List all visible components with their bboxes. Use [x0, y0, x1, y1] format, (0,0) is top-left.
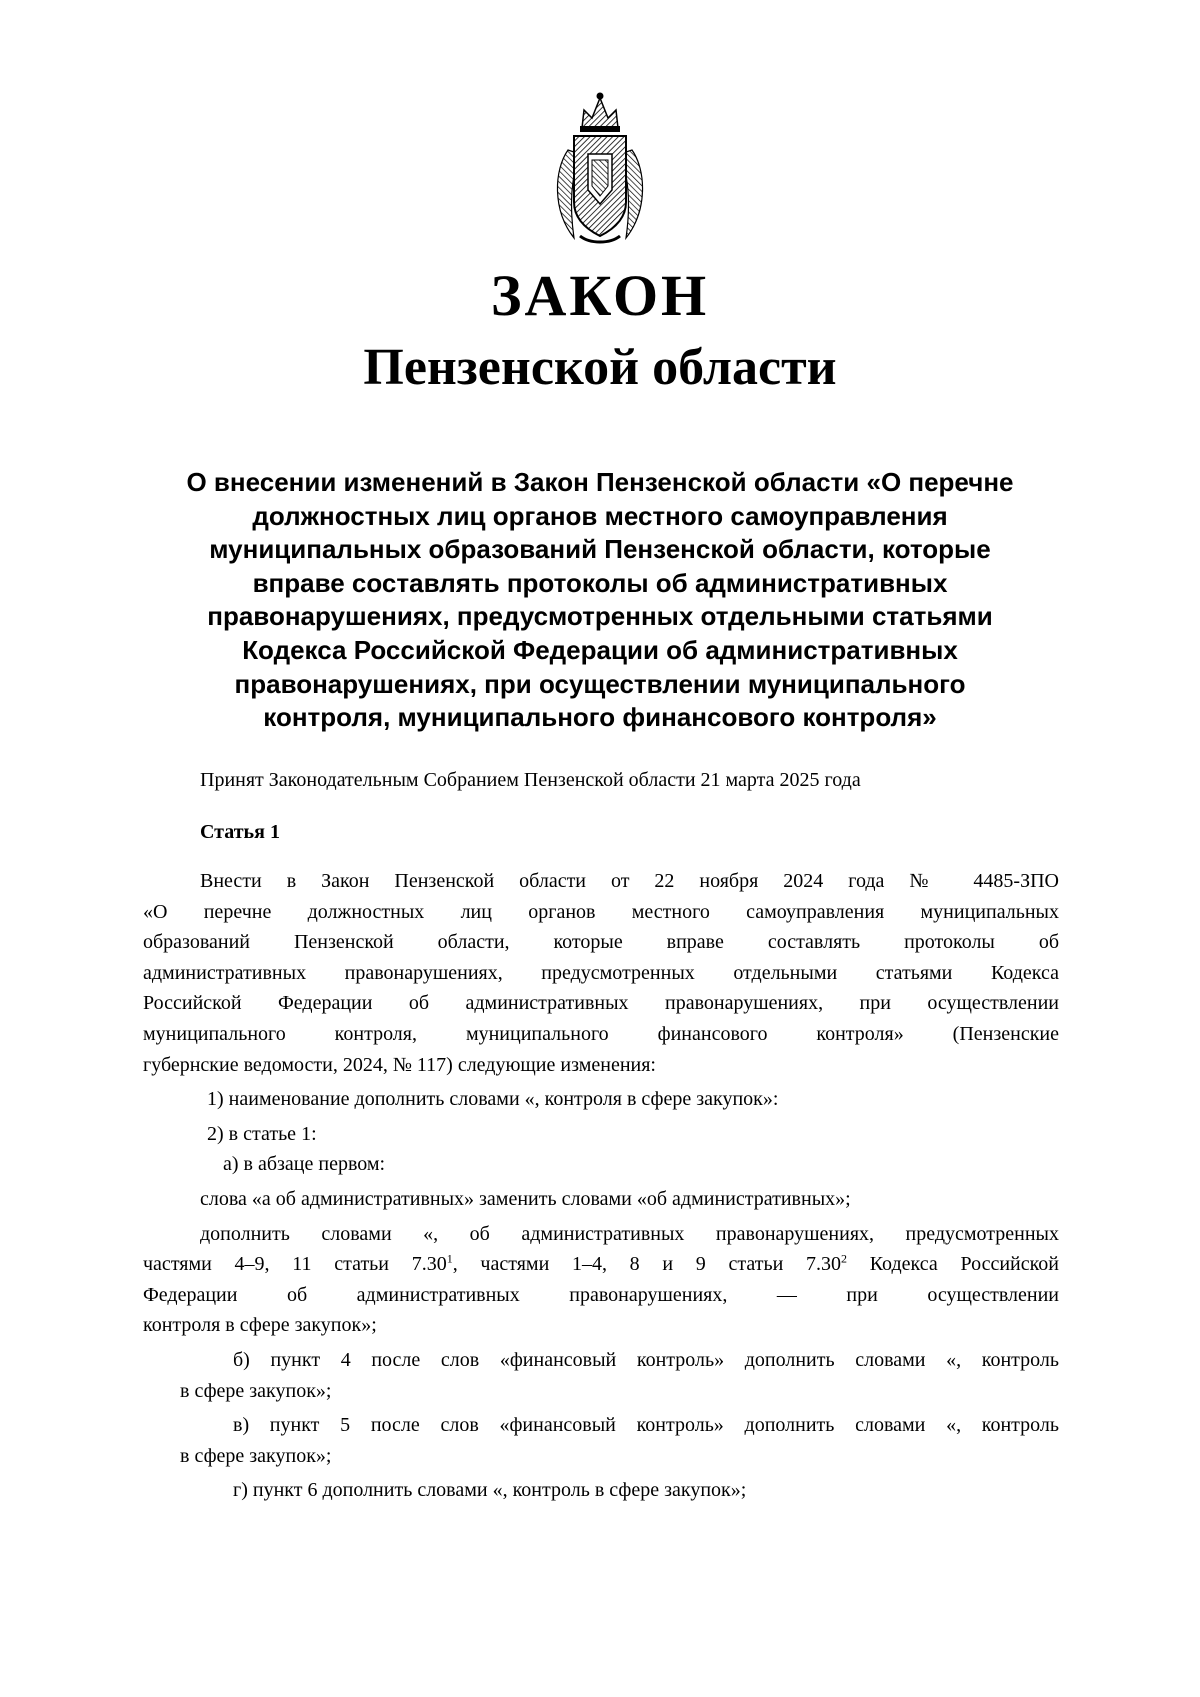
title-line: контроля, муниципального финансового контроля» [263, 702, 937, 733]
list-item: б) пункт 4 после слов «финансовый контроль» дополнить словами «, контроль [233, 1348, 1059, 1371]
document-region: Пензенской области [363, 339, 837, 396]
list-item: 2) в статье 1: [207, 1122, 317, 1145]
paragraph-line: слова «а об административных» заменить словами «об административных»; [200, 1187, 851, 1210]
list-item: 1) наименование дополнить словами «, контроля в сфере закупок»: [207, 1088, 779, 1111]
list-item: в сфере закупок»; [180, 1379, 332, 1402]
list-item: в) пункт 5 после слов «финансовый контроль» дополнить словами «, контроль [233, 1414, 1059, 1437]
list-item: а) в абзаце первом: [223, 1153, 386, 1176]
title-line: правонарушениях, предусмотренных отдельными статьями [207, 601, 993, 632]
paragraph-line: «О перечне должностных лиц органов местного самоуправления муниципальных [143, 900, 1059, 923]
title-line: О внесении изменений в Закон Пензенской области «О перечне [186, 467, 1014, 497]
title-line: правонарушениях, при осуществлении муниципального [234, 668, 966, 699]
title-line: муниципальных образований Пензенской области, которые [209, 534, 991, 565]
list-item: г) пункт 6 дополнить словами «, контроль в сфере закупок»; [233, 1479, 747, 1502]
paragraph-line: Федерации об административных правонарушениях, — при осуществлении [143, 1283, 1059, 1306]
superscript: 2 [841, 1251, 847, 1266]
paragraph-line: Российской Федерации об административных правонарушениях, при осуществлении [143, 992, 1059, 1015]
superscript: 1 [446, 1251, 453, 1266]
article-body [143, 866, 1059, 1506]
paragraph-line: муниципального контроля, муниципального финансового контроля» (Пензенские [143, 1022, 1059, 1045]
text-segment: , частями 1–4, 8 и 9 статьи 7.30 [452, 1253, 841, 1276]
paragraph-line: образований Пензенской области, которые вправе составлять протоколы об [143, 931, 1059, 954]
title-line: вправе составлять протоколы об административных [252, 567, 948, 598]
coat-of-arms-icon [540, 90, 660, 248]
paragraph-line: дополнить словами «, об административных правонарушениях, предусмотренных [200, 1222, 1059, 1245]
text-segment: частями 4–9, 11 статьи 7.30 [143, 1253, 447, 1276]
document-type: ЗАКОН [490, 263, 710, 328]
paragraph-line: Внести в Закон Пензенской области от 22 ноября 2024 года № 4485-ЗПО [200, 870, 1059, 892]
paragraph-line: контроля в сфере закупок»; [143, 1314, 377, 1337]
title-line: Кодекса Российской Федерации об административных [242, 634, 958, 665]
text-segment: Кодекса Российской [847, 1253, 1059, 1276]
paragraph-line: административных правонарушениях, предусмотренных отдельными статьями Кодекса [143, 961, 1059, 984]
title-line: должностных лиц органов местного самоуправления [252, 500, 948, 531]
paragraph-line [143, 1249, 1059, 1280]
adoption-note: Принят Законодательным Собранием Пензенской области 21 марта 2025 года [200, 769, 861, 791]
document-title [140, 466, 1060, 735]
paragraph-line: губернские ведомости, 2024, № 117) следующие изменения: [143, 1053, 656, 1076]
list-item: в сфере закупок»; [180, 1444, 332, 1467]
article-heading: Статья 1 [200, 821, 280, 843]
